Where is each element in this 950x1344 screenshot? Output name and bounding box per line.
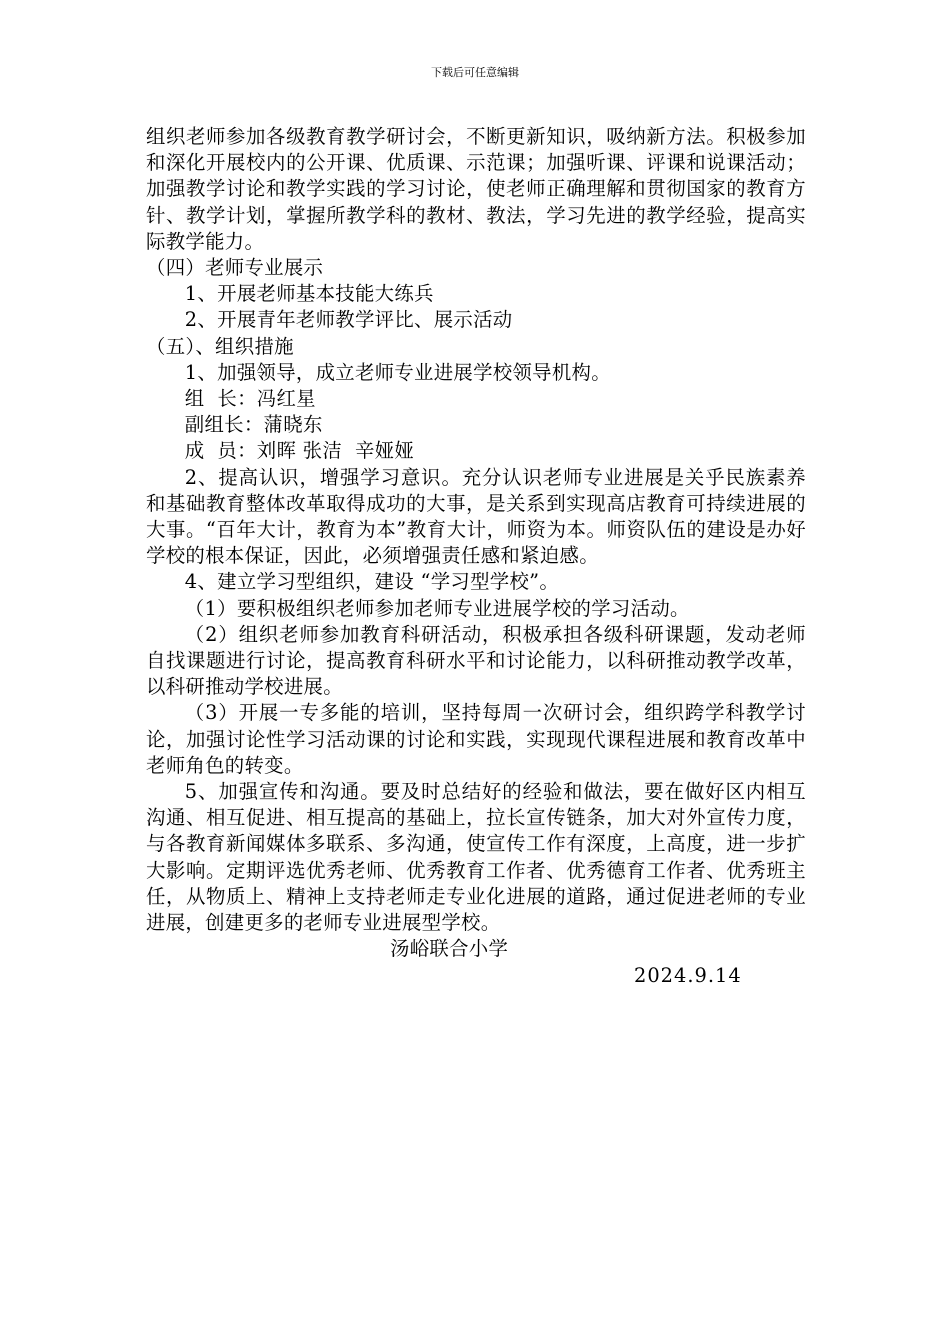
paragraph-publicity: 5、加强宣传和沟通。要及时总结好的经验和做法，要在做好区内相互沟通、相互促进、相互提高的基础上，拉长宣传链条，加大对外宣传力度，与各教育新闻媒体多联系、多沟通，使宣传工作有深度，上高度，进一步扩大影响。定期评选优秀老师、优秀教育工作者、优秀德育工作者、优秀班主任，从物质上、精神上支持老师走专业化进展的道路，通过促进老师的专业进展，创建更多的老师专业进展型学校。 bbox=[146, 780, 806, 935]
sub-item-3: （3）开展一专多能的培训，坚持每周一次研讨会，组织跨学科教学讨论，加强讨论性学习活动课的讨论和实践，实现现代课程进展和教育改革中老师角色的转变。 bbox=[146, 701, 806, 777]
section-5-item-4: 4、建立学习型组织，建设 “学习型学校”。 bbox=[184, 570, 560, 594]
members-line: 成 员：刘晖 张洁 辛娅娅 bbox=[184, 439, 415, 463]
section-5-item-1: 1、加强领导，成立老师专业进展学校领导机构。 bbox=[184, 360, 611, 384]
section-heading-5: （五）、组织措施 bbox=[146, 334, 294, 358]
paragraph-seminar: 组织老师参加各级教育教学研讨会，不断更新知识，吸纳新方法。积极参加和深化开展校内的公开课、优质课、示范课；加强听课、评课和说课活动；加强教学讨论和教学实践的学习讨论，使老师正确理解和贯彻国家的教育方针、教学计划，掌握所教学科的教材、教法，学习先进的教学经验，提高实际教学能力。 bbox=[146, 125, 806, 253]
vice-leader-line: 副组长：蒲晓东 bbox=[184, 413, 323, 437]
sub-item-2: （2）组织老师参加教育科研活动，积极承担各级科研课题，发动老师自找课题进行讨论，提高教育科研水平和讨论能力，以科研推动教学改革，以科研推动学校进展。 bbox=[146, 622, 806, 699]
signature-organization: 汤峪联合小学 bbox=[390, 937, 509, 961]
signature-date: 2024.9.14 bbox=[634, 963, 742, 987]
header-note: 下载后可任意编辑 bbox=[431, 66, 519, 79]
leader-line: 组 长：冯红星 bbox=[184, 387, 316, 411]
section-4-item-2: 2、开展青年老师教学评比、展示活动 bbox=[184, 308, 513, 332]
section-heading-4: （四）老师专业展示 bbox=[146, 256, 324, 280]
paragraph-awareness: 2、提高认识，增强学习意识。充分认识老师专业进展是关乎民族素养和基础教育整体改革取得成功的大事，是关系到实现高店教育可持续进展的大事。“百年大计，教育为本”教育大计，师资为本。师资队伍的建设是办好学校的根本保证，因此，必须增强责任感和紧迫感。 bbox=[146, 465, 806, 568]
sub-item-1: （1）要积极组织老师参加老师专业进展学校的学习活动。 bbox=[184, 596, 690, 620]
document-body bbox=[146, 124, 806, 989]
section-4-item-1: 1、开展老师基本技能大练兵 bbox=[184, 282, 434, 306]
